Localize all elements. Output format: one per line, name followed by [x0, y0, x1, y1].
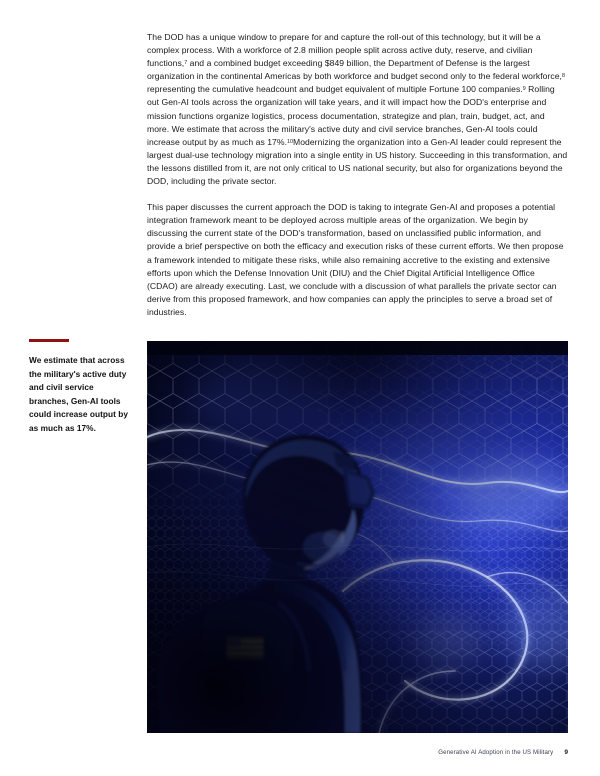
- footnote-marker-8[interactable]: 8: [561, 73, 565, 80]
- paragraph-1-segment-1: The DOD has a unique window to prepare for and capture the roll-out of this technology, but it will be a complex process. With a workforce of 2.8 million people split across active duty, reserve, and civilian functions,: [147, 32, 541, 69]
- paragraph-1: [147, 31, 568, 188]
- figure-soldier-network-image: [147, 341, 568, 733]
- paragraph-1-segment-4: Rolling out Gen-AI tools across the organization will take years, and it will impact how the DOD's enterprise and mission functions organize logistics, process documentation, strategize and plan, train, budget, act, and more. We estimate that across the military's active duty and civil service branches, Gen-AI tools could increase output by as much as 17%.: [147, 84, 555, 147]
- pullquote: [29, 339, 129, 436]
- body-text-column: [147, 31, 568, 332]
- paragraph-1-segment-2: and a combined budget exceeding $849 billion, the Department of Defense is the largest organization in the continental Americas by both workforce and budget second only to the federal workforce,: [147, 58, 562, 82]
- pullquote-accent-rule: [29, 339, 69, 342]
- page-footer: [147, 749, 568, 756]
- footnote-marker-10[interactable]: 10: [287, 138, 294, 145]
- footnote-marker-9[interactable]: 9: [522, 86, 526, 93]
- footer-page-number: 9: [564, 749, 568, 756]
- pullquote-text: We estimate that across the military's active duty and civil service branches, Gen-AI tools could increase output by as much as 17%.: [29, 355, 128, 433]
- paragraph-2: This paper discusses the current approach the DOD is taking to integrate Gen-AI and proposes a potential integration framework meant to be deployed across multiple areas of the organization. We begin by discussing the current state of the DOD's transformation, based on unclassified public information, and provide a brief perspective on both the efficacy and execution risks of these current efforts. We then propose a framework intended to mitigate these risks, while also remaining accretive to the existing and extensive efforts upon which the Defense Innovation Unit (DIU) and the Chief Digital Artificial Intelligence Office (CDAO) are already executing. Last, we conclude with a discussion of what parallels the private sector can derive from this proposed framework, and how companies can apply the principles to serve a broad set of industries.: [147, 202, 564, 317]
- paragraph-1-segment-3: representing the cumulative headcount and budget equivalent of multiple Fortune 100 companies.: [147, 84, 523, 95]
- figure-artwork: [147, 341, 568, 733]
- footnote-marker-7[interactable]: 7: [184, 59, 188, 66]
- footer-document-title: Generative AI Adoption in the US Military: [438, 749, 554, 756]
- paragraph-1-segment-5: Modernizing the organization into a Gen-AI leader could represent the largest dual-use technology migration into a single entity in US history. Succeeding in this transformation, and the lessons distilled from it, are not only critical to US national security, but also for organizations beyond the DOD, including the private sector.: [147, 136, 568, 187]
